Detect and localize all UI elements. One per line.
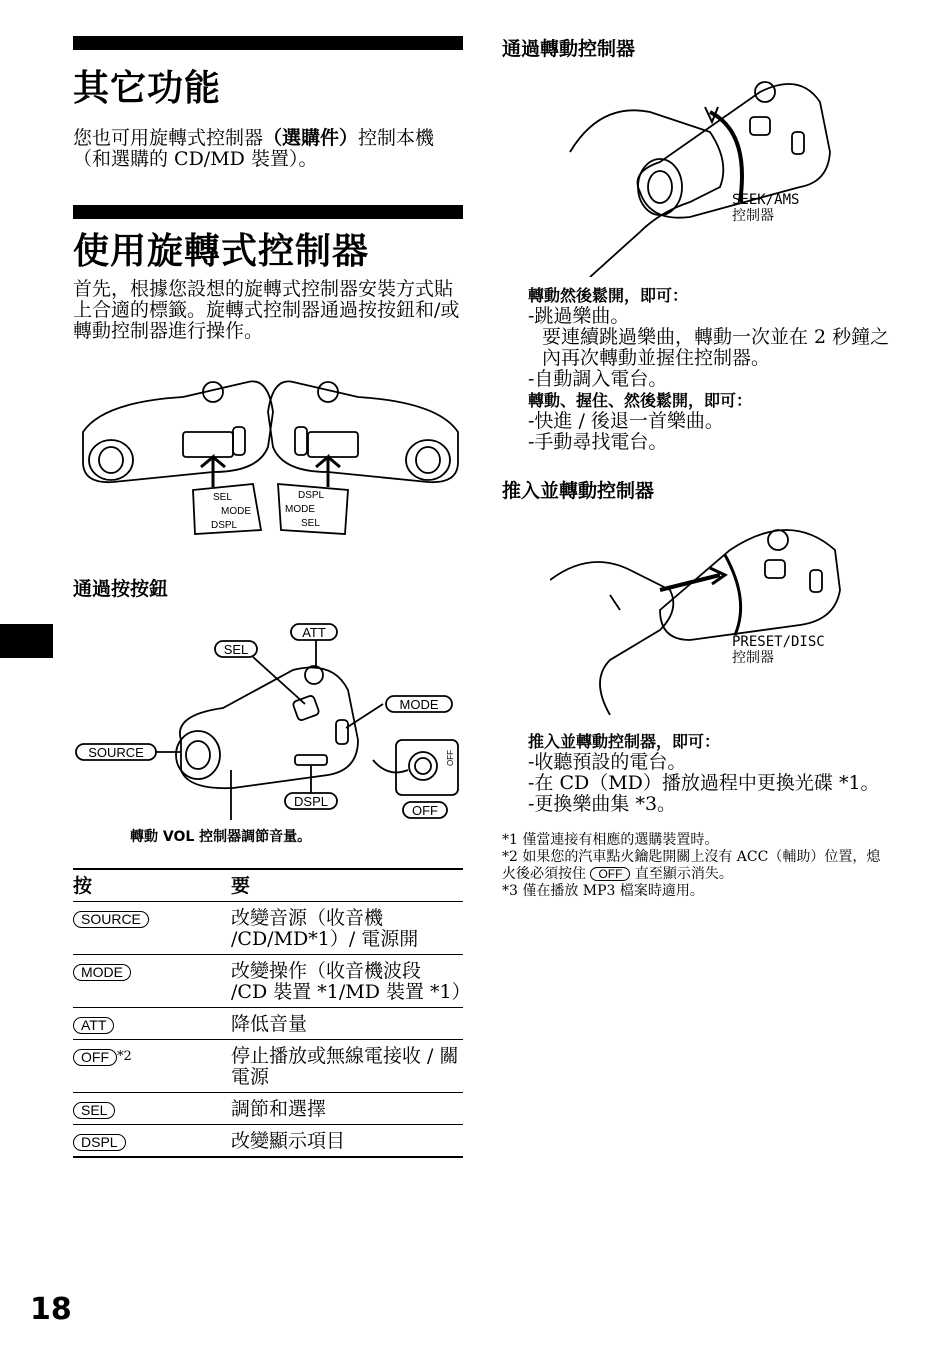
- intro-text-1: 您也可用旋轉式控制器: [73, 127, 264, 149]
- key-att: ATT: [73, 1017, 114, 1034]
- push-instructions: [528, 731, 893, 815]
- seek-ams-label: [732, 192, 799, 224]
- table-row: [73, 1093, 463, 1125]
- rotate-heading-2: 轉動、握住、然後鬆開，即可：: [528, 391, 753, 410]
- section-title-rotary-commander: 使用旋轉式控制器: [73, 231, 370, 272]
- intro-text-2: 控制本機（和選購的 CD/MD 裝置）。: [73, 127, 435, 170]
- push-section-title: 推入並轉動控制器: [502, 480, 655, 502]
- key-mode: MODE: [73, 964, 131, 981]
- section-title-other-functions: 其它功能: [73, 68, 222, 109]
- preset-disc-label-2: 控制器: [732, 650, 774, 666]
- page-number: 18: [30, 1292, 72, 1327]
- table-header-row: [73, 869, 463, 902]
- intro-text-bold: （選購件）: [263, 127, 359, 149]
- preset-disc-label: [732, 634, 825, 666]
- callout-off: OFF: [412, 803, 438, 818]
- rotate-item-1: -跳過樂曲。: [528, 305, 630, 327]
- push-heading: 推入並轉動控制器，即可：: [528, 732, 721, 751]
- rotate-item-2: -自動調入電台。: [528, 368, 668, 390]
- key-off: OFF: [73, 1049, 117, 1066]
- rotary-intro-paragraph: 首先，根據您設想的旋轉式控制器安裝方式貼上合適的標籤。旋轉式控制器通過按按鈕和/或轉動控制器進行操作。: [73, 278, 460, 342]
- footnote-2-off-key: OFF: [590, 867, 630, 881]
- key-dspl: DSPL: [73, 1134, 126, 1151]
- seek-ams-label-2: 控制器: [732, 208, 774, 224]
- section-bar-1: [73, 36, 463, 50]
- table-cell-desc: 停止播放或無線電接收 / 關電源: [231, 1045, 459, 1088]
- callout-mode: MODE: [399, 697, 439, 712]
- footnote-3: *3 僅在播放 MP3 檔案時適用。: [502, 883, 704, 899]
- push-item-2: -在 CD（MD）播放過程中更換光碟 *1。: [528, 772, 880, 794]
- rotate-section-title: 通過轉動控制器: [502, 38, 636, 60]
- button-function-table: [73, 868, 471, 1158]
- section-bar-2: [73, 205, 463, 219]
- right-label-2: MODE: [285, 504, 315, 515]
- table-row: [73, 902, 463, 955]
- table-row: [73, 1040, 463, 1093]
- table-cell-desc: 改變音源（收音機 /CD/MD*1）/ 電源開: [231, 907, 419, 950]
- push-item-1: -收聽預設的電台。: [528, 751, 687, 773]
- buttons-section-title: 通過按按鈕: [73, 578, 169, 600]
- rotate-illustration: [560, 62, 850, 277]
- off-inset-label: OFF: [446, 750, 455, 766]
- rotate-heading-1: 轉動然後鬆開，即可：: [528, 286, 689, 305]
- table-cell-desc: 調節和選擇: [231, 1098, 327, 1120]
- button-diagram: [73, 620, 468, 820]
- callout-att: ATT: [302, 625, 326, 640]
- key-source: SOURCE: [73, 911, 149, 928]
- push-illustration: [550, 510, 850, 715]
- label-attachment-illustration: [73, 372, 468, 542]
- table-cell-desc: 改變操作（收音機波段 /CD 裝置 *1/MD 裝置 *1）: [231, 960, 471, 1003]
- footnote-2-text-end: 直至顯示消失。: [634, 866, 733, 882]
- table-row: [73, 955, 463, 1008]
- footnotes: [502, 832, 894, 900]
- seek-ams-label-1: SEEK/AMS: [732, 192, 800, 208]
- left-label-2: MODE: [221, 506, 251, 517]
- callout-sel: SEL: [223, 642, 249, 657]
- footnote-1: *1 僅當連接有相應的選購裝置時。: [502, 832, 719, 848]
- callout-dspl: DSPL: [294, 794, 328, 809]
- rotate-item-4: -手動尋找電台。: [528, 431, 668, 453]
- key-sel: SEL: [73, 1102, 115, 1119]
- left-label-3: DSPL: [211, 520, 238, 531]
- rotate-item-1-detail: 要連續跳過樂曲，轉動一次並在 2 秒鐘之內再次轉動並握住控制器。: [542, 326, 890, 369]
- preset-disc-label-1: PRESET/DISC: [732, 634, 825, 650]
- table-header-to: 要: [231, 875, 251, 897]
- vol-caption: 轉動 VOL 控制器調節音量。: [130, 829, 312, 845]
- table-cell-desc: 改變顯示項目: [231, 1130, 346, 1152]
- left-label-1: SEL: [213, 492, 232, 503]
- section-thumb-tab: [0, 624, 53, 658]
- table-row: [73, 1008, 463, 1040]
- key-off-footnote: *2: [117, 1049, 132, 1064]
- push-item-3: -更換樂曲集 *3。: [528, 793, 677, 815]
- table-row: [73, 1125, 463, 1158]
- intro-paragraph: [73, 128, 465, 170]
- rotate-instructions: [528, 285, 893, 453]
- table-cell-desc: 降低音量: [231, 1013, 308, 1035]
- footnote-2-text: *2 如果您的汽車點火鑰匙開關上沒有 ACC（輔助）位置，熄火後必須按住: [502, 849, 881, 882]
- right-label-3: SEL: [301, 518, 320, 529]
- table-header-press: 按: [73, 875, 93, 897]
- rotate-item-3: -快進 / 後退一首樂曲。: [528, 410, 724, 432]
- callout-source: SOURCE: [88, 745, 144, 760]
- right-label-1: DSPL: [298, 490, 325, 501]
- footnote-2: [502, 849, 894, 883]
